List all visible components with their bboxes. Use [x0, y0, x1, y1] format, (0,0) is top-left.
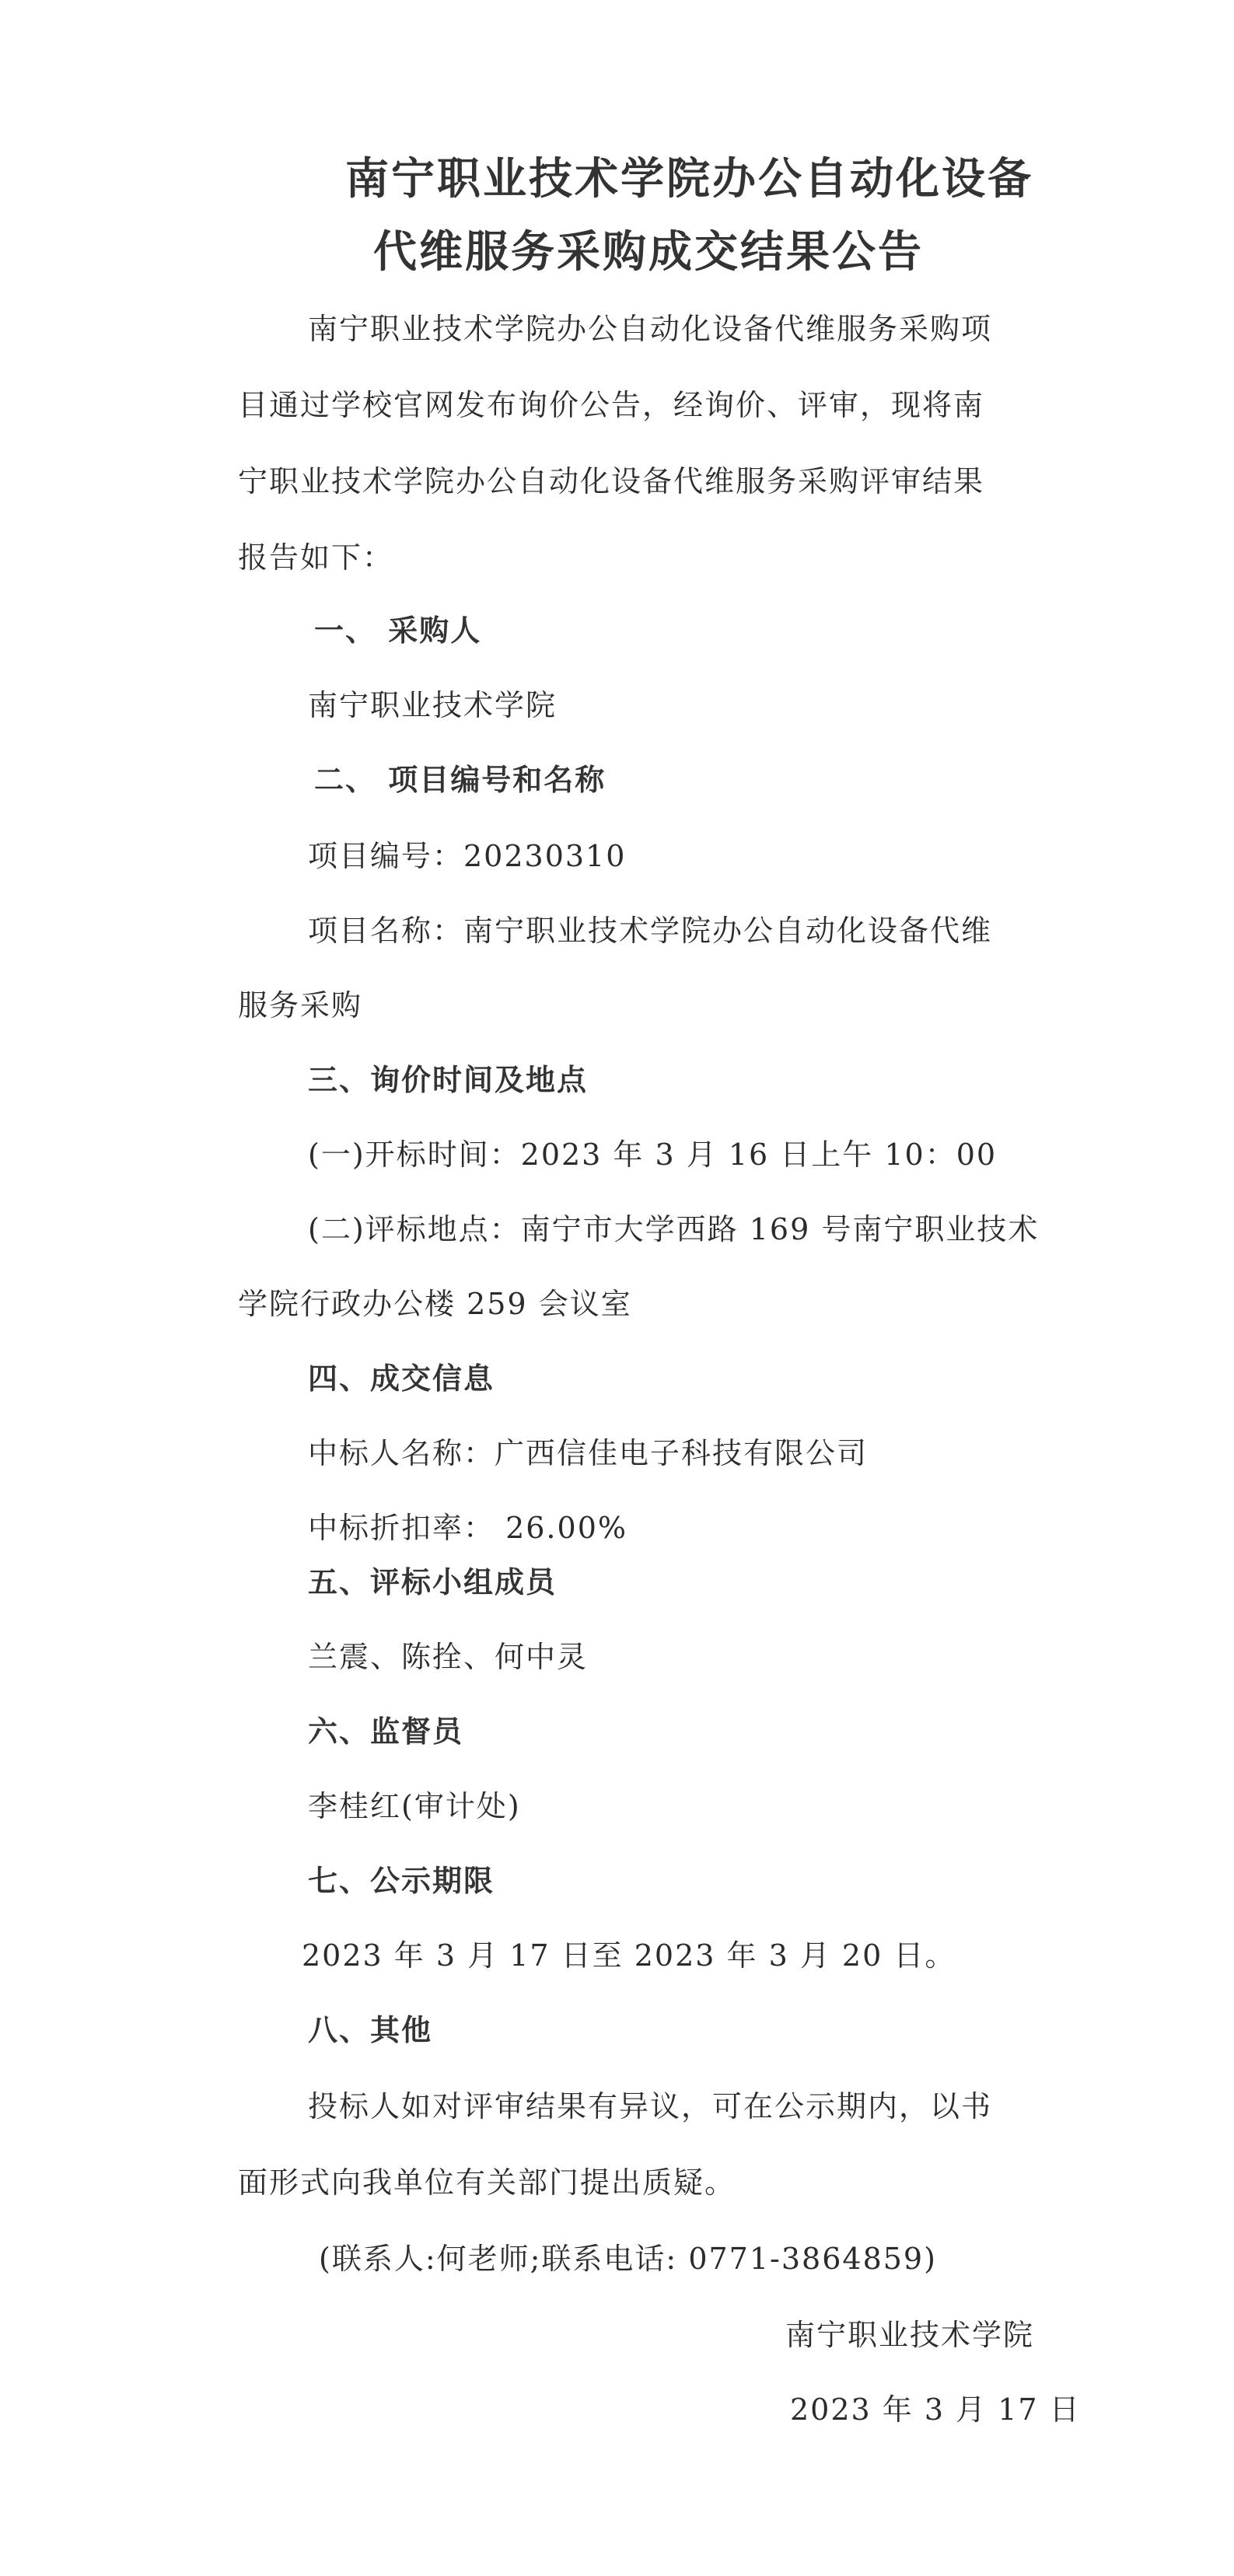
supervisor: 李桂红(审计处) — [308, 1789, 521, 1823]
project-name-line-1: 项目名称：南宁职业技术学院办公自动化设备代维 — [308, 914, 993, 948]
section-8-heading: 八、其他 — [308, 2012, 433, 2047]
objection-line-1: 投标人如对评审结果有异议，可在公示期内，以书 — [308, 2089, 993, 2123]
section-1-heading: 一、 采购人 — [314, 613, 482, 648]
section-4-heading: 四、成交信息 — [308, 1361, 495, 1396]
title-line-2: 代维服务采购成交结果公告 — [373, 226, 924, 278]
signature-date: 2023 年 3 月 17 日 — [790, 2392, 1081, 2427]
section-6-heading: 六、监督员 — [308, 1714, 464, 1749]
contact-info: (联系人:何老师;联系电话: 0771-3864859) — [319, 2242, 937, 2276]
intro-line-3: 宁职业技术学院办公自动化设备代维服务采购评审结果 — [238, 464, 985, 498]
project-name-line-2: 服务采购 — [238, 988, 363, 1022]
intro-line-1: 南宁职业技术学院办公自动化设备代维服务采购项 — [308, 312, 993, 346]
title-line-1: 南宁职业技术学院办公自动化设备 — [345, 153, 1033, 204]
signature-institution: 南宁职业技术学院 — [785, 2318, 1035, 2352]
evaluation-place-line-2: 学院行政办公楼 259 会议室 — [238, 1287, 632, 1321]
objection-line-2: 面形式向我单位有关部门提出质疑。 — [238, 2165, 736, 2200]
project-number: 项目编号：20230310 — [308, 839, 627, 873]
purchaser-name: 南宁职业技术学院 — [308, 688, 558, 722]
intro-line-2: 目通过学校官网发布询价公告，经询价、评审，现将南 — [238, 388, 985, 422]
evaluation-place-line-1: (二)评标地点：南宁市大学西路 169 号南宁职业技术 — [308, 1212, 1040, 1246]
bid-opening-time: (一)开标时间：2023 年 3 月 16 日上午 10：00 — [308, 1138, 998, 1172]
panel-members: 兰震、陈拴、何中灵 — [308, 1640, 589, 1674]
discount-rate: 中标折扣率： 26.00% — [308, 1511, 627, 1545]
section-7-heading: 七、公示期限 — [308, 1863, 495, 1898]
winning-bidder: 中标人名称：广西信佳电子科技有限公司 — [308, 1436, 869, 1470]
section-5-heading: 五、评标小组成员 — [308, 1564, 558, 1599]
section-3-heading: 三、询价时间及地点 — [308, 1062, 589, 1097]
section-2-heading: 二、 项目编号和名称 — [314, 762, 607, 797]
publicity-period: 2023 年 3 月 17 日至 2023 年 3 月 20 日。 — [302, 1938, 956, 1973]
intro-line-4: 报告如下： — [238, 540, 394, 575]
